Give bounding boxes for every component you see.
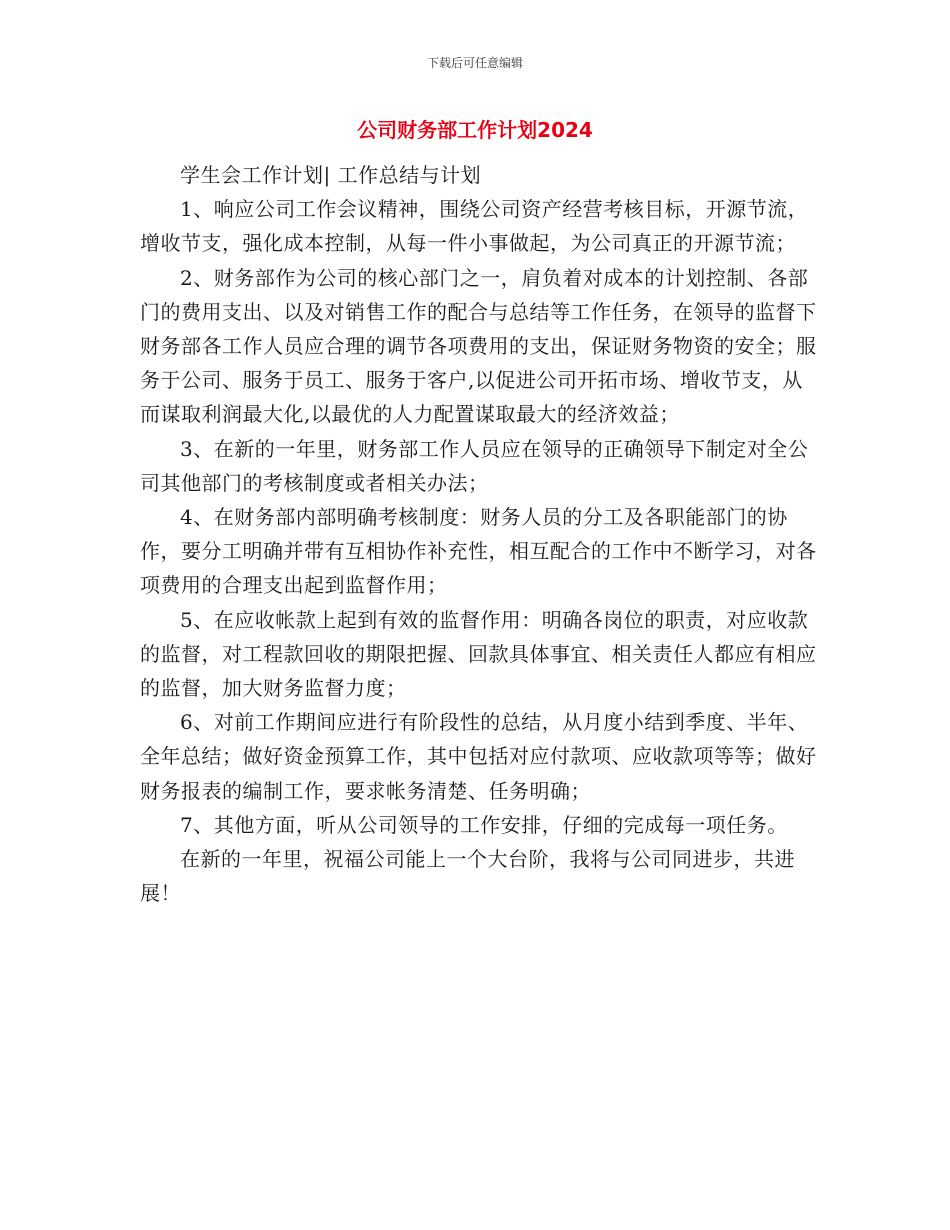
paragraph-item-5: 5、在应收帐款上起到有效的监督作用：明确各岗位的职责，对应收款的监督，对工程款回收的期限把握、回款具体事宜、相关责任人都应有相应的监督，加大财务监督力度；	[140, 607, 817, 701]
paragraph-item-6: 6、对前工作期间应进行有阶段性的总结，从月度小结到季度、半年、全年总结；做好资金预算工作，其中包括对应付款项、应收款项等等；做好财务报表的编制工作，要求帐务清楚、任务明确；	[140, 710, 817, 803]
closing-paragraph: 在新的一年里，祝福公司能上一个大台阶，我将与公司同进步，共进展！	[140, 847, 795, 906]
subtitle-paragraph: 学生会工作计划| 工作总结与计划	[180, 163, 482, 187]
paragraph-item-2: 2、财务部作为公司的核心部门之一，肩负着对成本的计划控制、各部门的费用支出、以及对销售工作的配合与总结等工作任务，在领导的监督下财务部各工作人员应合理的调节各项费用的支出，保证财务物资的安全；服务于公司、服务于员工、服务于客户,以促进公司开拓市场、增收节支，从而谋取利润最大化,以最优的人力配置谋取最大的经济效益；	[140, 265, 817, 427]
page-title: 公司财务部工作计划2024	[357, 118, 593, 142]
document-body	[140, 158, 820, 910]
paragraph-item-3: 3、在新的一年里，财务部工作人员应在领导的正确领导下制定对全公司其他部门的考核制度或者相关办法；	[140, 436, 809, 495]
paragraph-item-1: 1、响应公司工作会议精神，围绕公司资产经营考核目标，开源节流，增收节支，强化成本控制，从每一件小事做起，为公司真正的开源节流；	[140, 197, 809, 256]
header-note: 下载后可任意编辑	[426, 56, 523, 70]
paragraph-item-4: 4、在财务部内部明确考核制度：财务人员的分工及各职能部门的协作，要分工明确并带有互相协作补充性，相互配合的工作中不断学习，对各项费用的合理支出起到监督作用；	[140, 505, 817, 598]
paragraph-item-7: 7、其他方面，听从公司领导的工作安排，仔细的完成每一项任务。	[180, 812, 788, 837]
